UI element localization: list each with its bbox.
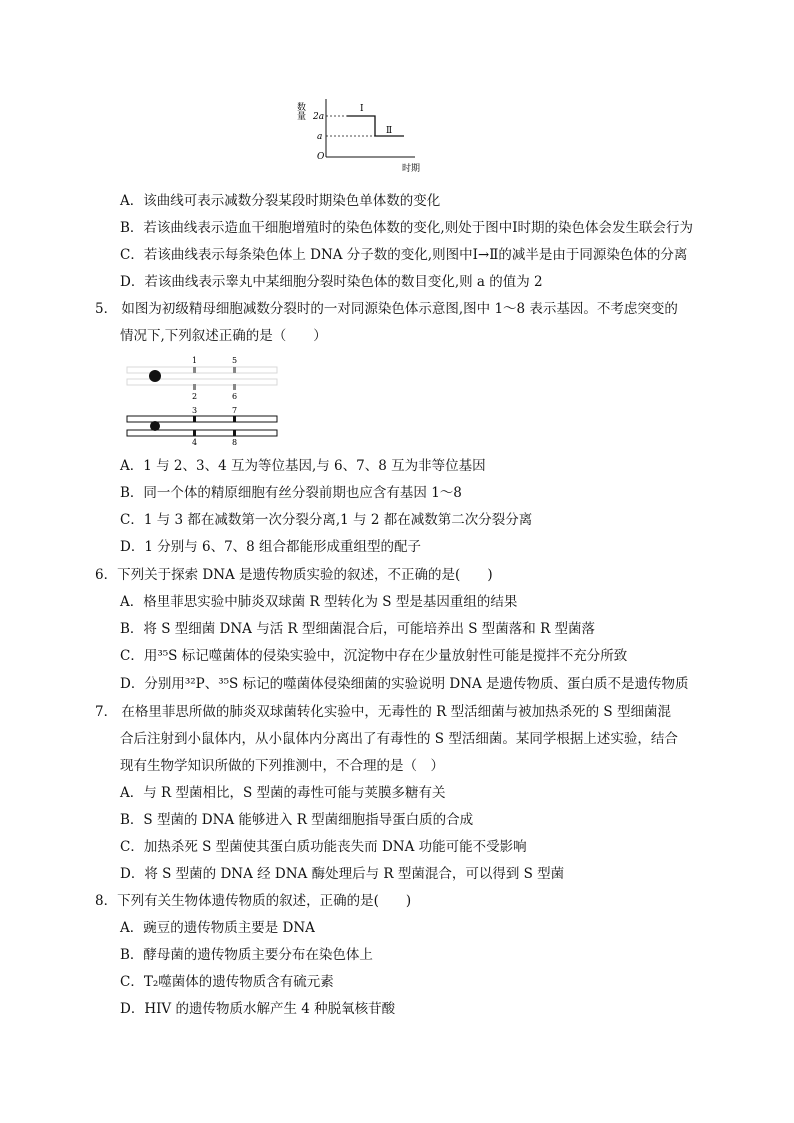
q8-option-d: D．HIV 的遗传物质水解产生 4 种脱氧核苷酸 [120,1001,396,1017]
gene-mark-3 [193,416,196,422]
q7-stem-line3: 现有生物学知识所做的下列推测中，不合理的是（ ） [120,758,444,774]
origin-label: O [317,152,325,162]
q6-option-a: A．格里菲思实验中肺炎双球菌 R 型转化为 S 型是基因重组的结果 [120,594,518,610]
q5-option-d: D．1 分别与 6、7、8 组合都能形成重组型的配子 [120,539,422,555]
q4-option-b: B．若该曲线表示造血干细胞增殖时的染色体数的变化,则处于图中Ⅰ时期的染色体会发生联会行为 [120,220,694,236]
q8-option-b: B．酵母菌的遗传物质主要分布在染色体上 [120,947,373,963]
gene-label-8: 8 [232,438,238,447]
q5-option-b: B．同一个体的精原细胞有丝分裂前期也应含有基因 1～8 [120,485,462,501]
gene-mark-7 [233,416,236,422]
q8-option-c: C．T₂噬菌体的遗传物质含有硫元素 [120,974,334,990]
gene-mark-6 [233,384,236,390]
gene-label-4: 4 [192,438,198,447]
q7-option-c: C．加热杀死 S 型菌使其蛋白质功能丧失而 DNA 功能可能不受影响 [120,839,527,855]
phase-2-label: Ⅱ [386,126,393,136]
q7-option-a: A．与 R 型菌相比，S 型菌的毒性可能与荚膜多糖有关 [120,785,446,801]
step-graph-figure [295,96,440,176]
y-tick-a: a [317,132,323,142]
q5-stem-line2: 情况下,下列叙述正确的是（ ） [120,328,327,344]
q7-option-d: D．将 S 型菌的 DNA 经 DNA 酶处理后与 R 型菌混合，可以得到 S 型菌 [120,866,565,882]
gene-mark-1 [193,367,196,373]
q4-option-d: D．若该曲线表示睾丸中某细胞分裂时染色体的数目变化,则 a 的值为 2 [120,274,543,290]
upper-chromatid-2 [127,379,277,385]
gene-mark-8 [233,430,236,436]
upper-chromatid-1 [127,367,277,373]
upper-centromere [149,370,161,382]
y-axis-label: 数量 [295,102,305,120]
q8-option-a: A．豌豆的遗传物质主要是 DNA [120,920,315,936]
q5-option-a: A．1 与 2、3、4 互为等位基因,与 6、7、8 互为非等位基因 [120,458,486,474]
gene-label-3: 3 [192,406,198,415]
x-axis-label: 时期 [402,164,421,174]
lower-centromere [150,421,160,431]
y-tick-2a: 2a [313,112,325,122]
gene-mark-4 [193,430,196,436]
q6-option-b: B．将 S 型细菌 DNA 与活 R 型细菌混合后，可能培养出 S 型菌落和 R 型菌落 [120,621,596,637]
q6-stem: 6．下列关于探索 DNA 是遗传物质实验的叙述，不正确的是( ) [95,567,493,583]
phase-1-label: Ⅰ [360,104,364,114]
step-curve [347,116,404,136]
lower-chromatid-1 [127,416,277,422]
gene-mark-5 [233,367,236,373]
gene-label-1: 1 [192,356,198,365]
gene-label-2: 2 [192,392,198,401]
q5-option-c: C．1 与 3 都在减数第一次分裂分离,1 与 2 都在减数第二次分裂分离 [120,512,533,528]
gene-label-5: 5 [232,356,238,365]
q8-stem: 8．下列有关生物体遗传物质的叙述，正确的是( ) [95,893,412,909]
gene-label-6: 6 [232,392,238,401]
q7-stem-line1: 7． 在格里菲思所做的肺炎双球菌转化实验中，无毒性的 R 型活细菌与被加热杀死的 S 型细菌混 [95,704,671,720]
gene-mark-2 [193,384,196,390]
chromosome-figure [125,354,285,446]
q7-option-b: B．S 型菌的 DNA 能够进入 R 型菌细胞指导蛋白质的合成 [120,812,474,828]
q4-option-a: A．该曲线可表示减数分裂某段时期染色单体数的变化 [120,193,441,209]
q6-option-d: D．分别用³²P、³⁵S 标记的噬菌体侵染细菌的实验说明 DNA 是遗传物质、蛋白质不是遗传物质 [120,676,689,692]
q6-option-c: C．用³⁵S 标记噬菌体的侵染实验中，沉淀物中存在少量放射性可能是搅拌不充分所致 [120,648,628,664]
lower-chromatid-2 [127,430,277,436]
gene-label-7: 7 [232,406,238,415]
q5-stem-line1: 5． 如图为初级精母细胞减数分裂时的一对同源染色体示意图,图中 1～8 表示基因。不考虑突变的 [95,301,678,317]
q7-stem-line2: 合后注射到小鼠体内，从小鼠体内分离出了有毒性的 S 型活细菌。某同学根据上述实验，结合 [120,731,678,747]
q4-option-c: C．若该曲线表示每条染色体上 DNA 分子数的变化,则图中Ⅰ→Ⅱ的减半是由于同源染色体的分离 [120,247,688,263]
